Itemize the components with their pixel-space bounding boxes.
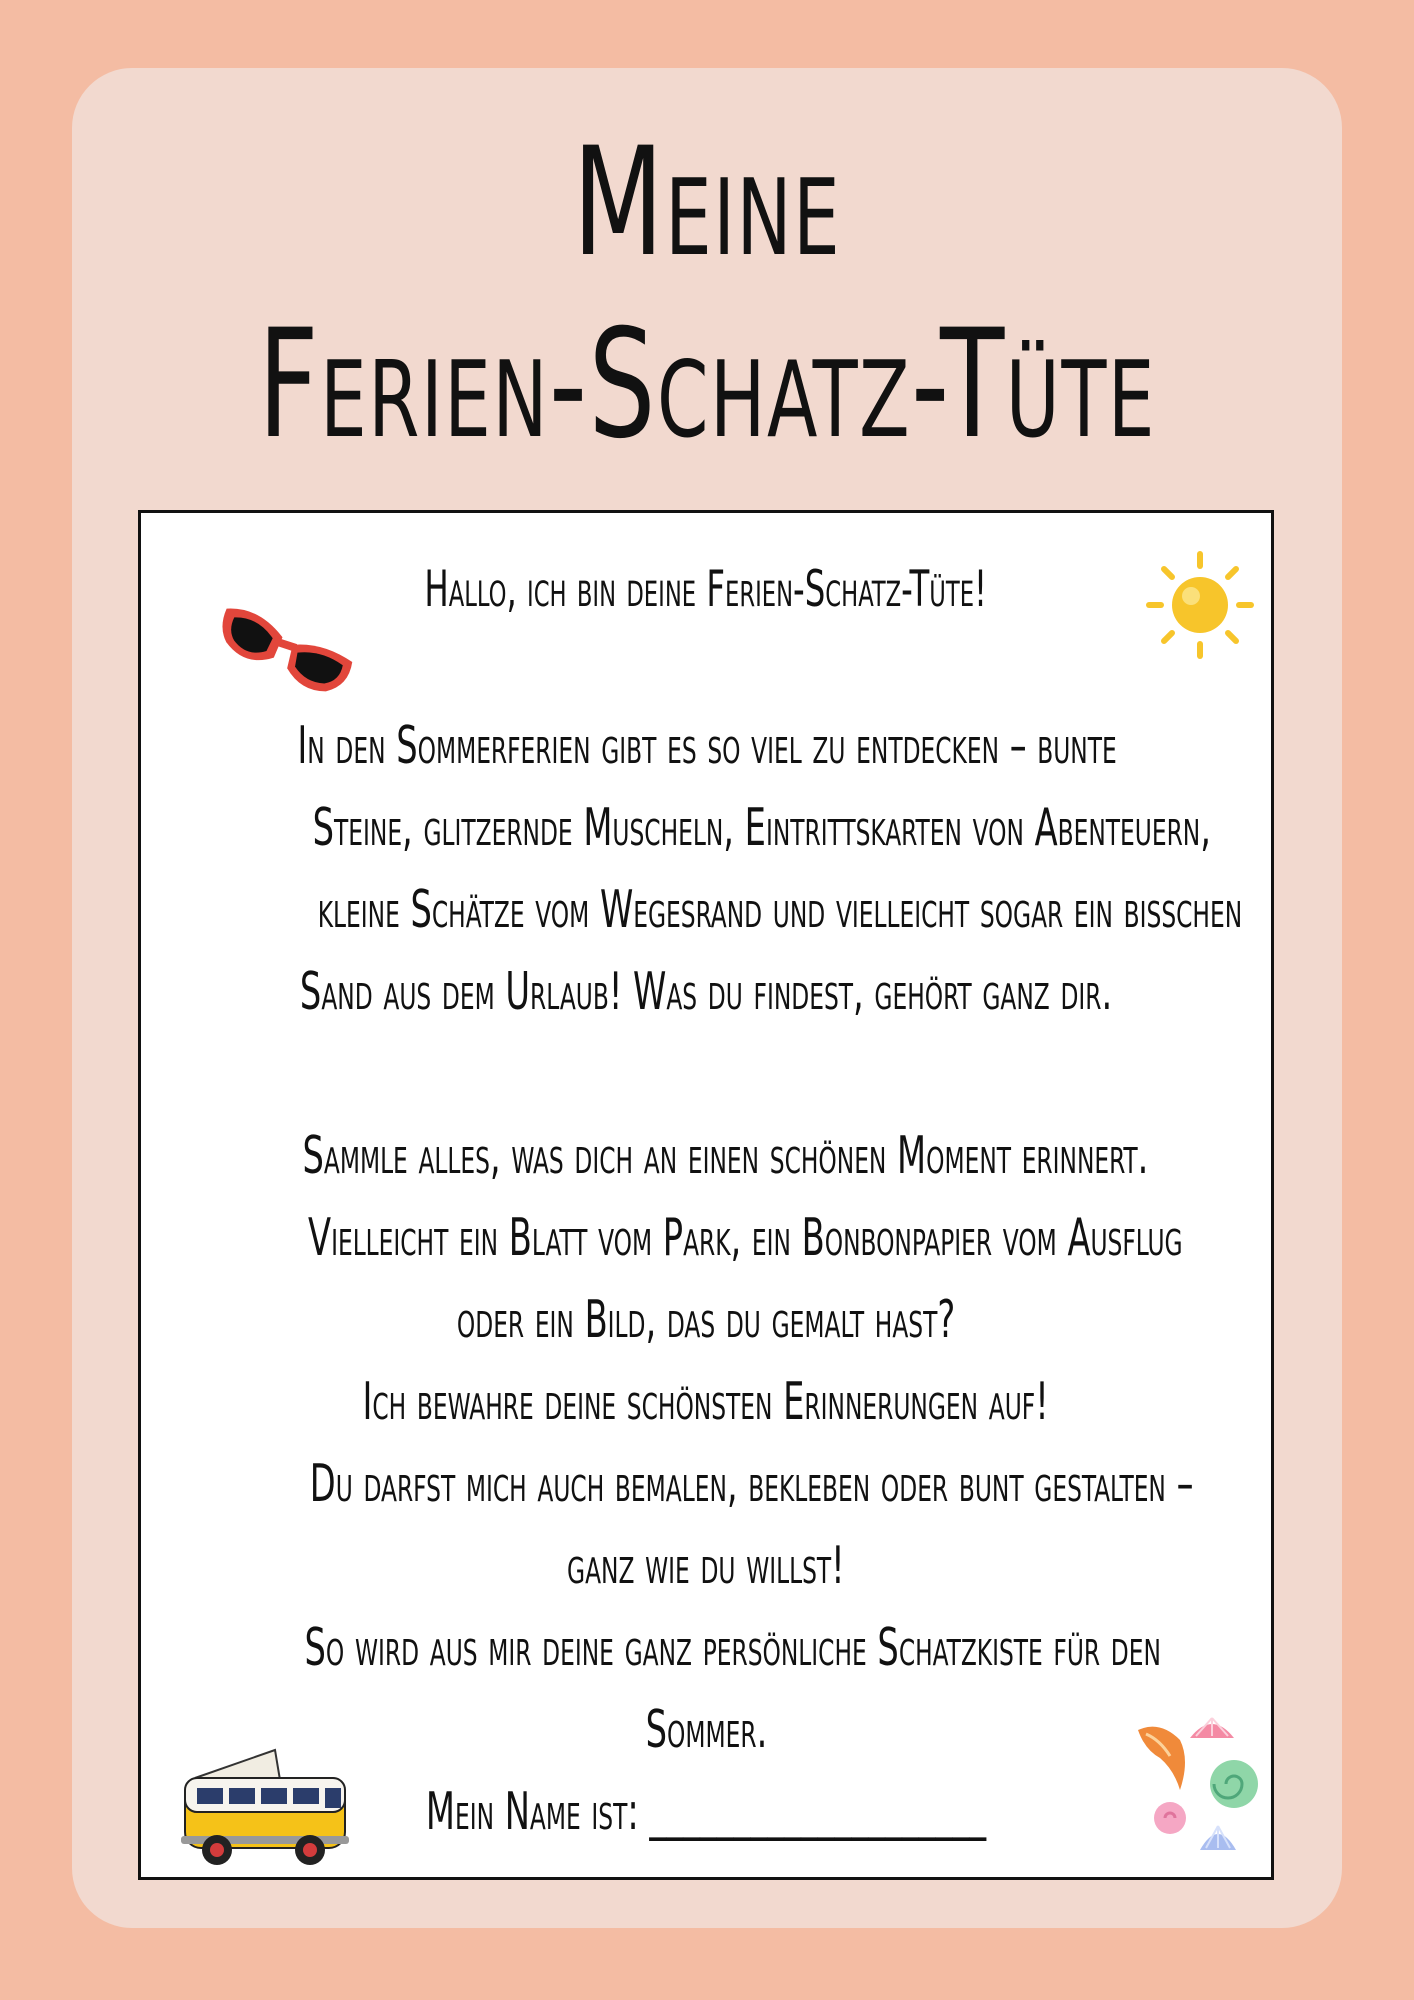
paragraph2-line: Vielleicht ein Blatt vom Park, ein Bonbonpapier vom Ausflug <box>308 1208 1183 1268</box>
paragraph2-line: Ich bewahre deine schönsten Erinnerungen auf! <box>362 1372 1050 1432</box>
name-field[interactable]: Mein Name ist: ____________________ <box>425 1782 987 1842</box>
sunglasses-icon <box>205 608 360 703</box>
camper-van-icon <box>175 1740 355 1870</box>
sun-icon <box>1145 550 1255 660</box>
greeting: Hallo, ich bin deine Ferien-Schatz-Tüte! <box>424 560 988 618</box>
page-title-line-2: Ferien-Schatz-Tüte <box>258 298 1156 472</box>
paragraph2-line: oder ein Bild, das du gemalt hast? <box>456 1290 956 1350</box>
paragraph2-line: Du darfst mich auch bemalen, bekleben oder bunt gestalten – <box>309 1454 1194 1514</box>
paragraph2-line: Sammle alles, was dich an einen schönen Moment erinnert. <box>302 1126 1149 1186</box>
paragraph1-line: Sand aus dem Urlaub! Was du findest, gehört ganz dir. <box>299 962 1113 1022</box>
paragraph1-line: Steine, glitzernde Muscheln, Eintrittskarten von Abenteuern, <box>312 798 1211 858</box>
paragraph2-line: So wird aus mir deine ganz persönliche Schatzkiste für den <box>304 1618 1161 1678</box>
paragraph1-line: In den Sommerferien gibt es so viel zu entdecken – bunte <box>297 716 1117 776</box>
seashells-icon <box>1130 1710 1270 1860</box>
paragraph1-line: kleine Schätze vom Wegesrand und vielleicht sogar ein bisschen <box>317 880 1243 940</box>
paragraph2-line: ganz wie du willst! <box>567 1536 845 1596</box>
paragraph2-line: Sommer. <box>645 1700 767 1760</box>
page-title-line-1: Meine <box>572 116 842 290</box>
